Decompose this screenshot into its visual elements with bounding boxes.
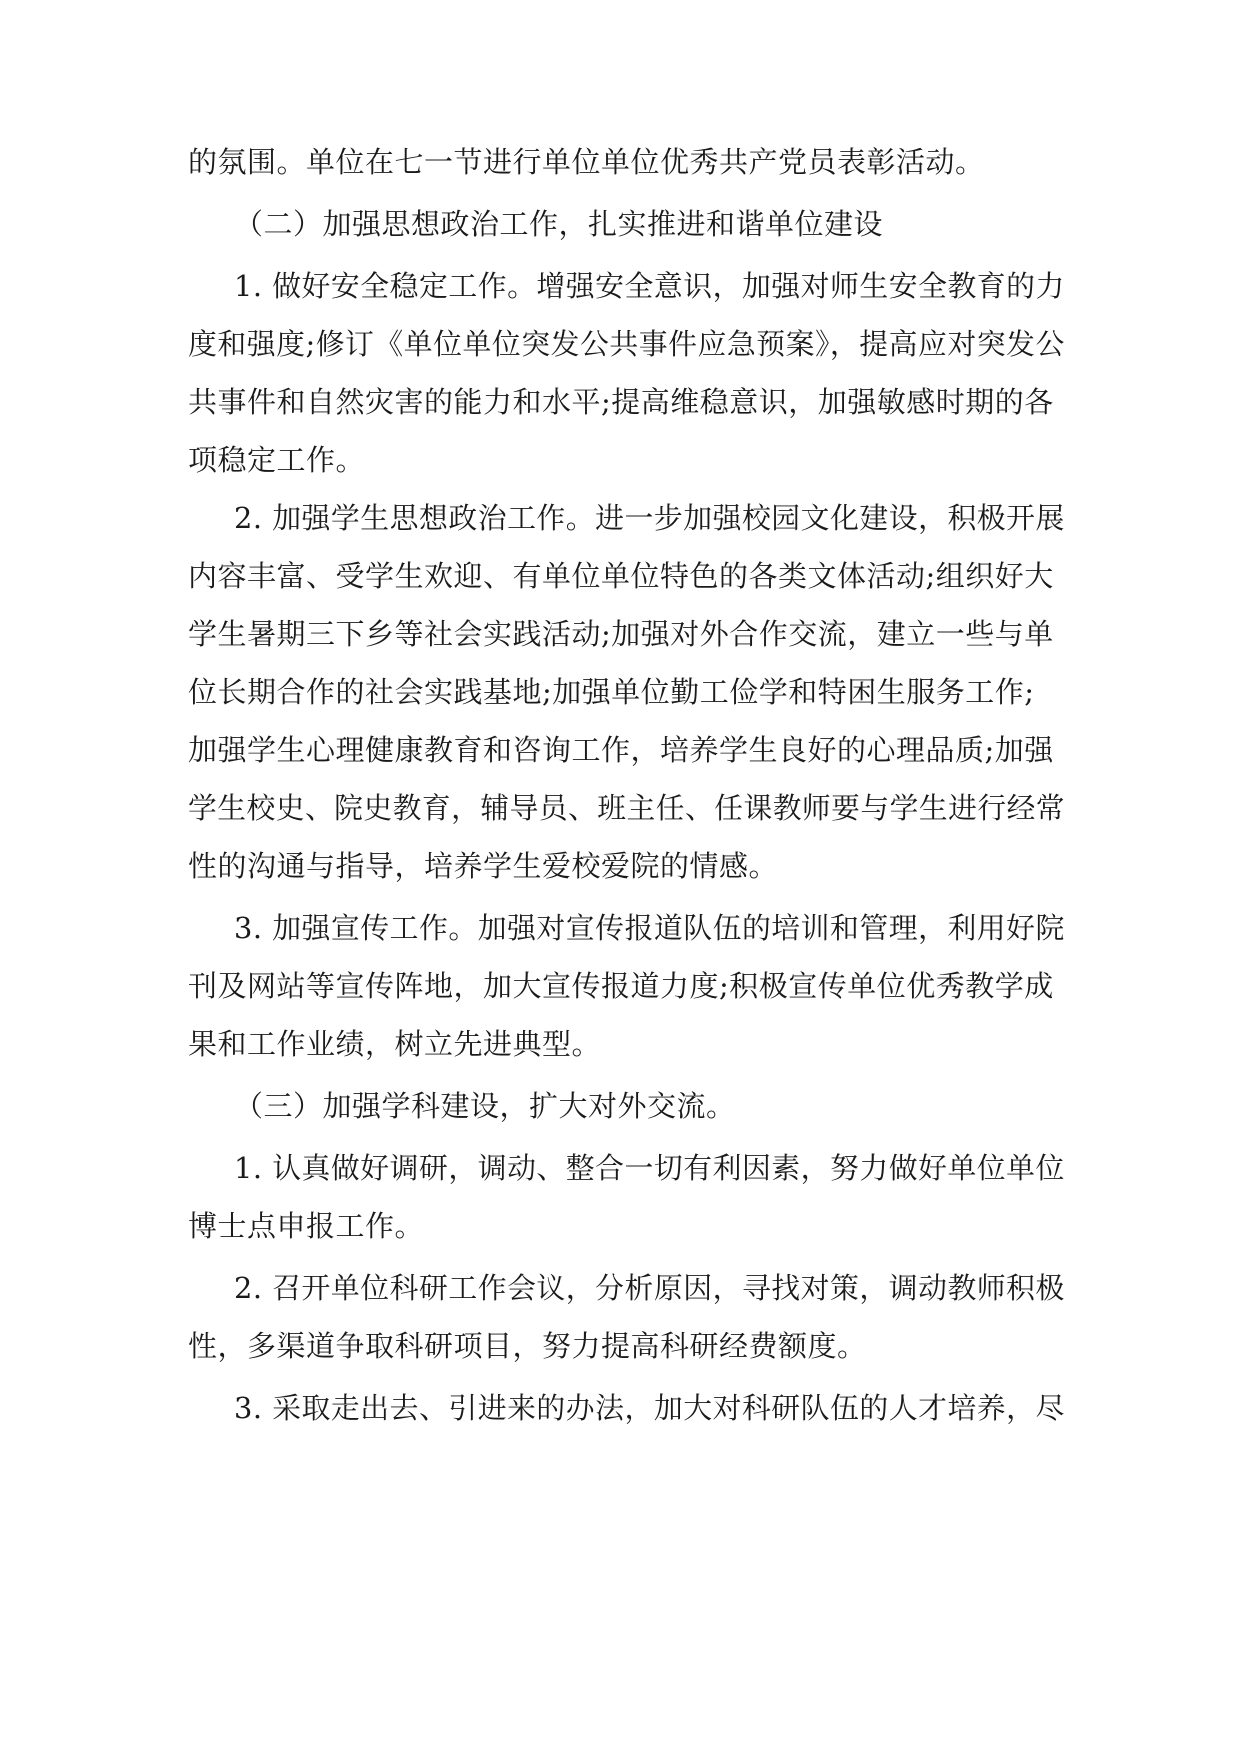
paragraph-line: 学生校史、院史教育，辅导员、班主任、任课教师要与学生进行经常 — [188, 791, 1066, 825]
paragraph-line: 学生暑期三下乡等社会实践活动;加强对外合作交流，建立一些与单 — [188, 617, 1054, 651]
paragraph-line: 加强学生心理健康教育和咨询工作，培养学生良好的心理品质;加强 — [188, 733, 1054, 767]
paragraph-line: 2. 召开单位科研工作会议，分析原因，寻找对策，调动教师积极 — [234, 1271, 1065, 1305]
paragraph-line: 度和强度;修订《单位单位突发公共事件应急预案》，提高应对突发公 — [188, 327, 1065, 361]
paragraph-line: 项稳定工作。 — [188, 443, 366, 477]
paragraph-line: 性的沟通与指导，培养学生爱校爱院的情感。 — [188, 849, 779, 883]
paragraph-line: 的氛围。单位在七一节进行单位单位优秀共产党员表彰活动。 — [188, 145, 985, 179]
section-heading: （二）加强思想政治工作，扎实推进和谐单位建设 — [234, 207, 884, 241]
section-heading: （三）加强学科建设，扩大对外交流。 — [234, 1089, 736, 1123]
paragraph-line: 果和工作业绩，树立先进典型。 — [188, 1027, 602, 1061]
paragraph-line: 位长期合作的社会实践基地;加强单位勤工俭学和特困生服务工作; — [188, 675, 1035, 709]
paragraph-line: 3. 采取走出去、引进来的办法，加大对科研队伍的人才培养，尽 — [234, 1391, 1065, 1425]
paragraph-line: 性，多渠道争取科研项目，努力提高科研经费额度。 — [188, 1329, 867, 1363]
paragraph-line: 2. 加强学生思想政治工作。进一步加强校园文化建设，积极开展 — [234, 501, 1065, 535]
paragraph-line: 博士点申报工作。 — [188, 1209, 425, 1243]
paragraph-line: 共事件和自然灾害的能力和水平;提高维稳意识，加强敏感时期的各 — [188, 385, 1054, 419]
paragraph-line: 1. 做好安全稳定工作。增强安全意识，加强对师生安全教育的力 — [234, 269, 1065, 303]
paragraph-line: 1. 认真做好调研，调动、整合一切有利因素，努力做好单位单位 — [234, 1151, 1065, 1185]
paragraph-line: 刊及网站等宣传阵地，加大宣传报道力度;积极宣传单位优秀教学成 — [188, 969, 1054, 1003]
paragraph-line: 3. 加强宣传工作。加强对宣传报道队伍的培训和管理，利用好院 — [234, 911, 1065, 945]
paragraph-line: 内容丰富、受学生欢迎、有单位单位特色的各类文体活动;组织好大 — [188, 559, 1054, 593]
